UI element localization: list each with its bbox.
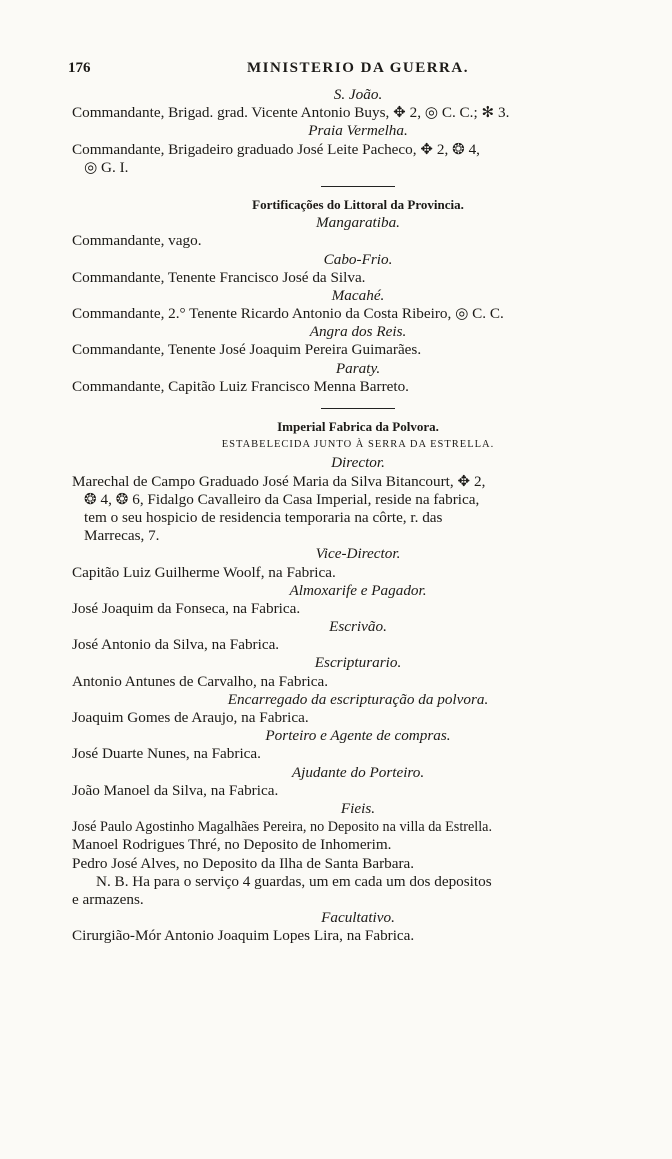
role-heading: Escripturario. [314,654,402,672]
place-heading: Angra dos Reis. [309,323,407,341]
section-title: Fortificações do Littoral da Provincia. [252,196,464,212]
entry-line: Marrecas, 7. [84,527,160,545]
entry-line: João Manoel da Silva, na Fabrica. [72,781,279,799]
entry-line: Joaquim Gomes de Araujo, na Fabrica. [72,709,309,726]
entry-line: Commandante, Brigadeiro graduado José Leite Pacheco, ✥ 2, ❂ 4, [72,140,480,158]
section-subtitle: ESTABELECIDA JUNTO À SERRA DA ESTRELLA. [221,439,495,451]
page-content [72,86,644,945]
entry-line: Commandante, Capitão Luiz Francisco Menna Barreto. [72,377,409,395]
place-heading: Mangaratiba. [316,214,400,232]
entry-line: José Joaquim da Fonseca, na Fabrica. [72,599,301,617]
role-heading: Ajudante do Porteiro. [291,763,425,781]
entry-line: José Antonio da Silva, na Fabrica. [72,636,280,654]
entry-line: ❂ 4, ❂ 6, Fidalgo Cavalleiro da Casa Imperial, reside na fabrica, [84,490,480,508]
place-heading: Paraty. [335,359,381,377]
running-title: MINISTERIO DA GUERRA. [247,60,469,76]
role-heading: Escrivão. [329,618,387,636]
role-heading: Vice-Director. [315,545,401,563]
role-heading: Director. [331,454,385,472]
place-heading: Macahé. [331,286,385,304]
role-heading: Facultativo. [321,909,395,927]
entry-line: José Duarte Nunes, na Fabrica. [72,745,261,763]
entry-line: Cirurgião-Mór Antonio Joaquim Lopes Lira, na Fabrica. [72,927,415,945]
entry-line: Commandante, vago. [72,232,202,250]
role-heading: Almoxarife e Pagador. [289,581,427,599]
entry-line: Commandante, Tenente Francisco José da Silva. [72,268,366,286]
entry-line: Marechal de Campo Graduado José Maria da Silva Bitancourt, ✥ 2, [72,472,486,490]
entry-line: Commandante, Brigad. grad. Vicente Antonio Buys, ✥ 2, ◎ C. C.; ✻ 3. [72,104,510,122]
place-heading: S. João. [333,86,383,103]
entry-line: tem o seu hospicio de residencia temporaria na côrte, r. das [84,508,443,526]
role-heading: Porteiro e Agente de compras. [265,727,451,745]
role-heading: Fieis. [340,799,376,817]
entry-line: ◎ G. I. [84,158,129,176]
entry-line: Commandante, Tenente José Joaquim Pereira Guimarães. [72,341,422,359]
page-header [68,60,648,82]
entry-line: Antonio Antunes de Carvalho, na Fabrica. [72,672,329,690]
entry-line: Manoel Rodrigues Thré, no Deposito de Inhomerim. [72,836,392,854]
entry-line: Commandante, 2.° Tenente Ricardo Antonio da Costa Ribeiro, ◎ C. C. [72,305,504,323]
page-number: 176 [68,60,91,76]
section-title: Imperial Fabrica da Polvora. [277,419,439,434]
entry-line: José Paulo Agostinho Magalhães Pereira, no Deposito na villa da Estrella. [72,819,493,836]
role-heading: Encarregado da escripturação da polvora. [227,690,489,708]
entry-line: Capitão Luiz Guilherme Woolf, na Fabrica. [72,563,336,581]
place-heading: Praia Vermelha. [308,122,408,140]
note-line: N. B. Ha para o serviço 4 guardas, um em cada um dos depositos [96,872,492,890]
note-line: e armazens. [72,890,144,908]
entry-line: Pedro José Alves, no Deposito da Ilha de Santa Barbara. [72,854,415,872]
place-heading: Cabo-Frio. [323,250,393,268]
